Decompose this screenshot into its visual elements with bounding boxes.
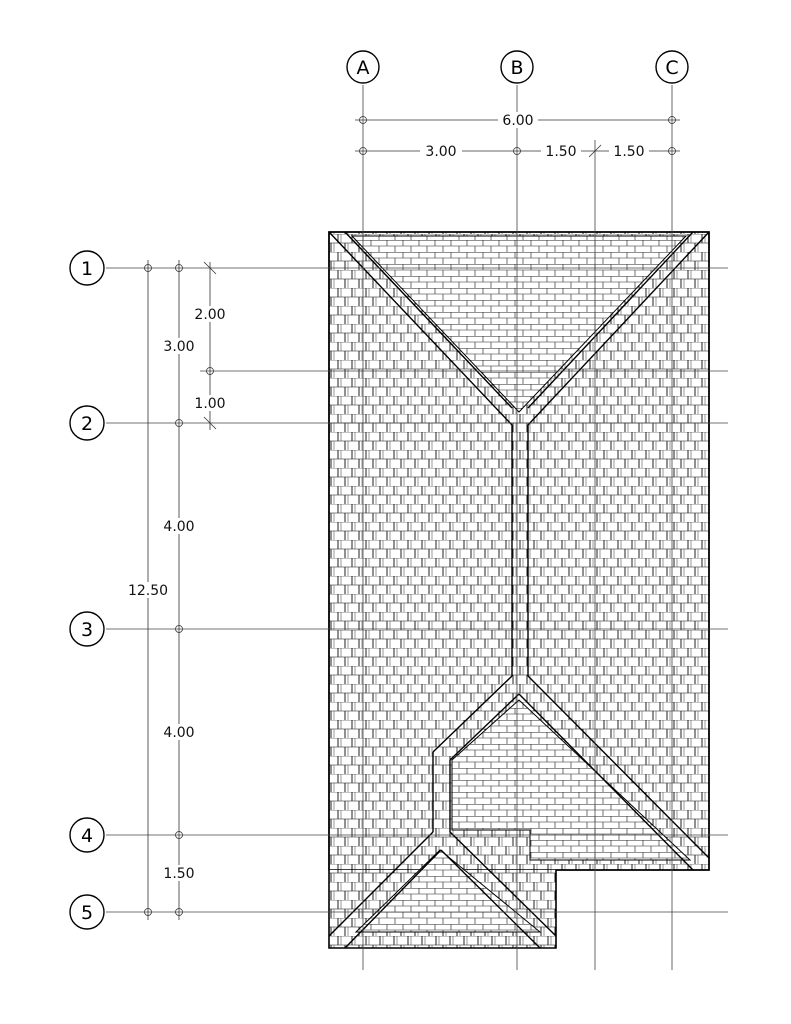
row-label-1: 1 bbox=[80, 258, 94, 280]
row-bubble-1 bbox=[70, 251, 104, 285]
column-label-b: B bbox=[510, 57, 524, 79]
row-label-5: 5 bbox=[80, 902, 94, 924]
column-bubble-c bbox=[656, 51, 688, 83]
dim-horizontal-segment-2: 1.50 bbox=[545, 144, 577, 160]
dim-vertical-segment-3: 4.00 bbox=[163, 725, 195, 741]
row-label-3: 3 bbox=[80, 619, 94, 641]
column-label-c: C bbox=[665, 57, 679, 79]
dim-vertical-total: 12.50 bbox=[127, 583, 169, 599]
row-bubble-2 bbox=[70, 406, 104, 440]
column-bubble-a bbox=[347, 51, 379, 83]
row-bubble-4 bbox=[70, 818, 104, 852]
dim-horizontal-segment-3: 1.50 bbox=[613, 144, 645, 160]
dim-vertical-sub-segment-2: 1.00 bbox=[194, 396, 226, 412]
dim-vertical-sub-segment-1: 2.00 bbox=[194, 307, 226, 323]
row-bubble-3 bbox=[70, 612, 104, 646]
dim-horizontal-total: 6.00 bbox=[502, 113, 534, 129]
dim-vertical-segment-2: 4.00 bbox=[163, 519, 195, 535]
dim-vertical-segment-4: 1.50 bbox=[163, 866, 195, 882]
column-label-a: A bbox=[356, 57, 370, 79]
row-label-2: 2 bbox=[80, 413, 94, 435]
row-label-4: 4 bbox=[80, 825, 94, 847]
dim-vertical-segment-1: 3.00 bbox=[163, 339, 195, 355]
row-bubble-5 bbox=[70, 895, 104, 929]
dim-horizontal-segment-1: 3.00 bbox=[425, 144, 457, 160]
column-bubble-b bbox=[501, 51, 533, 83]
